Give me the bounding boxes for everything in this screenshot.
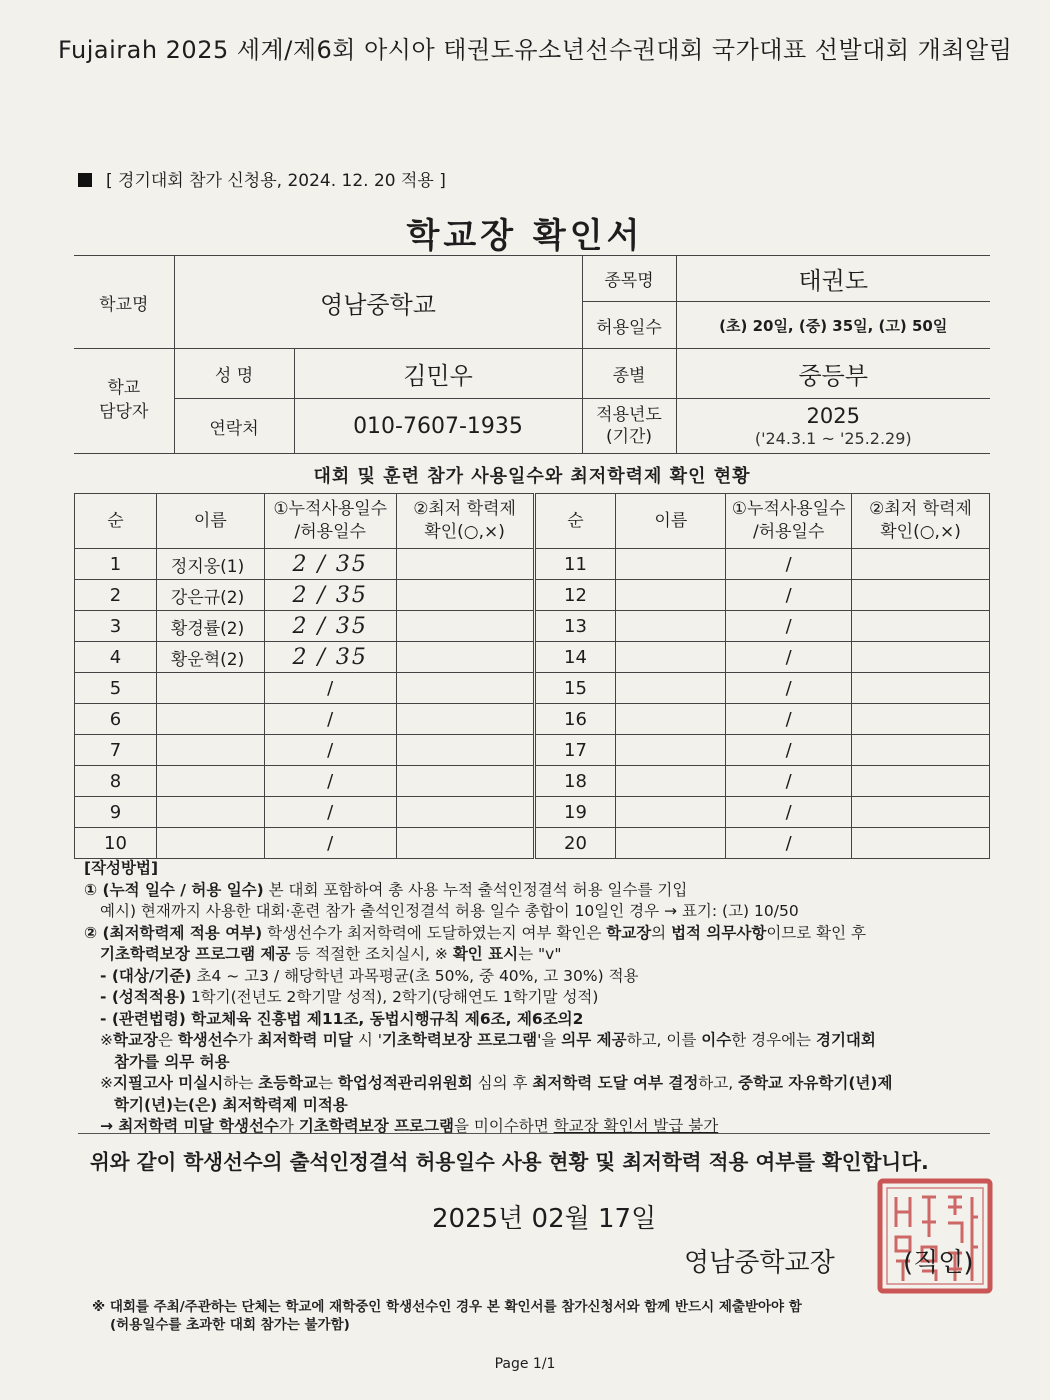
min-academic-check [396,704,534,735]
col-days-header [264,494,396,549]
student-name [616,642,726,673]
allowed-days-label: 허용일수 [582,302,676,349]
table-row [75,580,990,611]
footer-note-line1: ※ 대회를 주최/주관하는 단체는 학교에 재학중인 학생선수인 경우 본 확인서를 참가신청서와 함께 반드시 제출받아야 함 [92,1299,802,1315]
row-number: 12 [534,580,616,611]
min-academic-check [396,828,534,859]
year-label [582,399,676,454]
row-number: 16 [534,704,616,735]
note-2-text-3: 이므로 확인 후 [766,923,867,942]
sub-note-text: [ 경기대회 참가 신청용, 2024. 12. 20 적용 ] [106,171,446,191]
detail-target-bold: - (대상/기준) [100,966,192,985]
square-bullet-icon [78,173,92,187]
year-period: ('24.3.1 ~ '25.2.29) [754,429,912,449]
row-number: 9 [75,797,157,828]
row-number: 2 [75,580,157,611]
confirmation-statement: 위와 같이 학생선수의 출석인정결석 허용일수 사용 현황 및 최저학력 적용 여부를 확인합니다. [90,1150,929,1174]
star-note-1-t5: 하고, 이를 [626,1031,702,1049]
student-name [616,580,726,611]
note-2 [84,923,994,945]
student-name [156,828,264,859]
phone-label: 연락처 [174,399,294,454]
arrow-note-underlined: 학교장 확인서 발급 불가 [553,1117,719,1135]
star-note-1-t6: 한 경우에는 [731,1031,816,1049]
min-academic-check [852,611,990,642]
table-row [75,549,990,580]
document-title: 학교장 확인서 [406,216,644,256]
table-row [75,673,990,704]
min-academic-check [852,797,990,828]
star-note-2-line2 [84,1095,994,1117]
student-name [156,704,264,735]
row-number: 19 [534,797,616,828]
star-note-2-t3: 심의 후 [472,1074,533,1092]
min-academic-check [396,735,534,766]
col-check-header [852,494,990,549]
star-note-2-b5: 중학교 자유학기(년)제 [738,1074,893,1092]
star-note-1-l2: 참가를 의무 허용 [114,1052,230,1071]
days-used: / [726,766,852,797]
row-number: 14 [534,642,616,673]
school-name-label: 학교명 [74,256,174,349]
star-note-1-t3: 시 ' [352,1031,382,1049]
days-used: / [264,797,396,828]
student-name: 황경률(2) [156,611,264,642]
days-used: 2 / 35 [264,611,396,642]
days-used: / [726,642,852,673]
star-note-2-mark: ※ [100,1074,113,1092]
min-academic-check [396,766,534,797]
star-note-1-b3: 최저학력 미달 [257,1031,353,1049]
min-academic-check [852,704,990,735]
col-no-header: 순 [75,494,157,549]
row-number: 5 [75,673,157,704]
student-name [156,797,264,828]
star-note-2-l2: 학기(년)는(은) 최저학력제 미적용 [114,1095,348,1114]
note-2-bold-3: 법적 의무사항 [671,923,767,942]
star-note-2-b2: 초등학교 [258,1074,318,1092]
row-number: 17 [534,735,616,766]
star-note-2-b3: 학업성적관리위원회 [337,1074,473,1092]
col-check-header-1: ②최저 학력제 [413,499,516,520]
note-2-bold: ② (최저학력제 적용 여부) [84,923,263,942]
days-used: / [726,611,852,642]
star-note-1-line2 [84,1052,994,1074]
arrow-note-b1: → 최저학력 미달 학생선수 [100,1117,279,1135]
row-number: 11 [534,549,616,580]
note-2-l2-bold: 기초학력보장 프로그램 제공 [100,945,291,963]
days-used: / [264,735,396,766]
arrow-note [84,1116,994,1138]
sport-value: 태권도 [676,256,990,302]
student-name [156,673,264,704]
allowed-days-value: (초) 20일, (중) 35일, (고) 50일 [676,302,990,349]
note-1-bold: ① (누적 일수 / 허용 일수) [84,880,264,899]
star-note-2-t2: 는 [318,1074,338,1092]
min-academic-check [396,611,534,642]
detail-grades [84,987,994,1009]
col-days-header [726,494,852,549]
student-name [616,797,726,828]
row-number: 8 [75,766,157,797]
note-2-line2 [84,944,994,966]
note-2-l2-bold-2: 확인 표시 [452,945,519,963]
detail-grades-bold: - (성적적용) [100,988,186,1006]
days-used: / [726,735,852,766]
usage-section-title: 대회 및 훈련 참가 사용일수와 최저학력제 확인 현황 [313,466,751,487]
name-label: 성 명 [174,349,294,399]
note-1 [84,880,994,902]
col-check-header-2: 확인(○,×) [880,522,961,542]
col-days-header-2: /허용일수 [294,522,366,542]
arrow-note-t1: 가 [278,1117,299,1135]
min-academic-check [852,673,990,704]
table-row [75,828,990,859]
table-row [75,797,990,828]
student-name [616,735,726,766]
min-academic-check [396,673,534,704]
star-note-1-t4: '을 [537,1031,562,1049]
star-note-1-mark: ※ [100,1031,113,1049]
page-number: Page 1/1 [494,1356,556,1372]
form-sub-note [78,166,446,191]
col-check-header-1: ②최저 학력제 [869,499,972,520]
col-check-header-2: 확인(○,×) [424,522,505,542]
row-number: 1 [75,549,157,580]
student-name [616,704,726,735]
col-check-header [396,494,534,549]
year-value: 2025 [806,403,860,428]
student-name [156,735,264,766]
sport-label: 종목명 [582,256,676,302]
star-note-1-b5: 의무 제공 [561,1031,627,1049]
student-name: 황운혁(2) [156,642,264,673]
row-number: 7 [75,735,157,766]
days-used: / [264,766,396,797]
usage-table [74,493,990,859]
days-used: / [726,673,852,704]
principal-name: 영남중학교장 [684,1248,835,1278]
col-no-header: 순 [534,494,616,549]
days-used: / [726,828,852,859]
star-note-1-t2: 가 [237,1031,258,1049]
note-2-text: 학생선수가 최저학력에 도달하였는지 여부 확인은 [262,923,607,942]
table-row [75,766,990,797]
table-row [75,642,990,673]
min-academic-check [396,580,534,611]
row-number: 20 [534,828,616,859]
min-academic-check [852,580,990,611]
year-label-line1: 적용년도 [596,404,662,425]
star-note-2 [84,1073,994,1095]
detail-grades-text: 1학기(전년도 2학기말 성적), 2학기(당해연도 1학기말 성적) [185,988,599,1006]
min-academic-check [396,797,534,828]
student-name [616,611,726,642]
days-used: / [726,549,852,580]
star-note-2-t4: 하고, [698,1074,739,1092]
star-note-1-b2: 학생선수 [177,1031,238,1049]
table-row [75,611,990,642]
student-name: 강은규(2) [156,580,264,611]
year-label-line2: (기간) [605,427,653,447]
star-note-2-b1: 지필고사 미실시 [113,1074,224,1092]
min-academic-check [852,828,990,859]
row-number: 18 [534,766,616,797]
detail-law-bold: - (관련법령) 학교체육 진흥법 제11조, 동법시행규칙 제6조, 제6조의2 [100,1009,584,1028]
min-academic-check [852,766,990,797]
days-used: / [264,673,396,704]
days-used: 2 / 35 [264,580,396,611]
col-name-header: 이름 [616,494,726,549]
year-value-cell [676,399,990,454]
seal-label: (직인) [903,1248,974,1278]
min-academic-check [852,549,990,580]
name-value: 김민우 [294,349,582,399]
row-number: 3 [75,611,157,642]
row-number: 15 [534,673,616,704]
row-number: 10 [75,828,157,859]
arrow-note-b2: 기초학력보장 프로그램 [298,1117,454,1135]
table-row [75,704,990,735]
detail-target-text: 초4 ~ 고3 / 해당학년 과목평균(초 50%, 중 40%, 고 30%) 적용 [191,966,639,985]
table-row [75,735,990,766]
footer-note-line2: (허용일수를 초과한 대회 참가는 불가함) [110,1317,350,1333]
school-info-table [74,255,990,454]
student-name [616,766,726,797]
min-academic-check [852,735,990,766]
note-1-text: 본 대회 포함하여 총 사용 누적 출석인정결석 허용 일수를 기입 [263,880,688,899]
usage-header-row [75,494,990,549]
contact-person-label: 학교 담당자 [74,349,174,454]
division-value: 중등부 [676,349,990,399]
note-1-example: 예시) 현재까지 사용한 대회·훈련 참가 출석인정결석 허용 일수 총합이 10일인 경우 → 표기: (고) 10/50 [100,902,799,920]
days-used: / [264,828,396,859]
star-note-1-b6: 이수 [701,1031,732,1049]
star-note-1-b4: 기초학력보장 프로그램 [381,1031,538,1049]
student-name [616,828,726,859]
star-note-2-b4: 최저학력 도달 여부 결정 [532,1074,699,1092]
days-used: / [726,580,852,611]
divider [78,1133,990,1134]
instructions-header: [작성방법] [84,859,159,877]
min-academic-check [852,642,990,673]
col-days-header-1: ①누적사용일수 [731,499,846,520]
star-note-1-b7: 경기대회 [815,1031,876,1049]
row-number: 4 [75,642,157,673]
footer-note [92,1298,992,1334]
star-note-1-t1: 은 [157,1031,178,1049]
note-2-bold-2: 학교장 [606,923,652,942]
note-2-l2-text: 등 적절한 조치실시, ※ [290,945,453,963]
announcement-title: Fujairah 2025 세계/제6회 아시아 태권도유소년선수권대회 국가대표 선발대회 개최알림 [58,36,1013,64]
col-days-header-2: /허용일수 [752,522,825,542]
student-name [616,549,726,580]
phone-value: 010-7607-1935 [294,399,582,454]
row-number: 13 [534,611,616,642]
arrow-note-t2: 을 미이수하면 [453,1117,554,1135]
star-note-1 [84,1030,994,1052]
days-used: / [264,704,396,735]
writing-instructions [84,858,994,1138]
days-used: / [726,704,852,735]
school-name-value: 영남중학교 [174,256,582,349]
star-note-1-b1: 학교장 [113,1031,158,1049]
issue-date: 2025년 02월 17일 [432,1204,657,1234]
note-2-l2-text-2: 는 "v" [518,945,562,963]
row-number: 6 [75,704,157,735]
division-label: 종별 [582,349,676,399]
note-2-text-2: 의 [651,923,672,942]
detail-law [84,1009,994,1031]
col-name-header: 이름 [156,494,264,549]
min-academic-check [396,642,534,673]
star-note-2-t1: 하는 [223,1074,259,1092]
days-used: / [726,797,852,828]
student-name: 정지웅(1) [156,549,264,580]
detail-target [84,966,994,988]
days-used: 2 / 35 [264,549,396,580]
col-days-header-1: ①누적사용일수 [273,499,388,520]
student-name [156,766,264,797]
days-used: 2 / 35 [264,642,396,673]
student-name [616,673,726,704]
min-academic-check [396,549,534,580]
